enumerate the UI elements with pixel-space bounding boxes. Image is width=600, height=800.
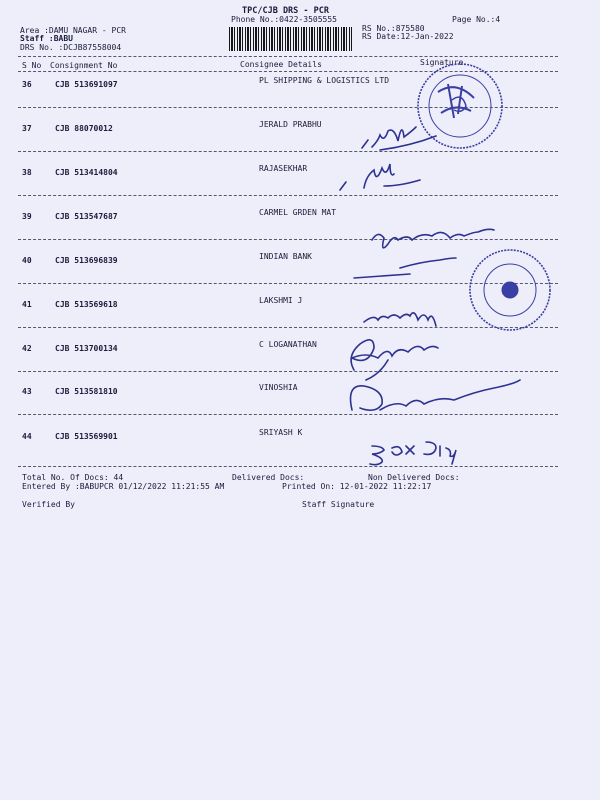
row-consignee: INDIAN BANK	[259, 252, 312, 261]
row-consignee: JERALD PRABHU	[259, 120, 322, 129]
printed-on: Printed On: 12-01-2022 11:22:17	[282, 482, 432, 491]
row-consignee: VINOSHIA	[259, 383, 298, 392]
rs-date: RS Date:12-Jan-2022	[362, 32, 454, 41]
row-consignment: CJB 513547687	[55, 212, 118, 221]
signature-40	[354, 258, 456, 278]
row-sno: 41	[22, 300, 32, 309]
col-consignment: Consignment No	[50, 61, 118, 70]
row-consignment: CJB 88070012	[55, 124, 113, 133]
row-consignment: CJB 513569901	[55, 432, 118, 441]
rs-number: RS No.:875580	[362, 24, 425, 33]
phone-number: Phone No.:0422-3505555	[231, 15, 337, 24]
row-sno: 39	[22, 212, 32, 221]
area-label: Area :DAMU NAGAR - PCR	[20, 26, 126, 35]
bank-stamp	[470, 250, 550, 330]
document-title: TPC/CJB DRS - PCR	[242, 6, 329, 16]
row-consignment: CJB 513569618	[55, 300, 118, 309]
signature-41	[364, 313, 436, 326]
row-sno: 43	[22, 387, 32, 396]
row-consignee: RAJASEKHAR	[259, 164, 308, 173]
row-consignee: C LOGANATHAN	[259, 340, 317, 349]
signature-44	[370, 442, 456, 465]
total-docs: Total No. Of Docs: 44	[22, 473, 124, 482]
row-consignment: CJB 513696839	[55, 256, 118, 265]
non-delivered-docs: Non Delivered Docs:	[368, 473, 460, 482]
row-sno: 38	[22, 168, 32, 177]
entered-by: Entered By :BABUPCR 01/12/2022 11:21:55 AM	[22, 482, 225, 491]
signature-43	[351, 380, 521, 410]
row-sno: 36	[22, 80, 32, 89]
row-consignee: SRIYASH K	[259, 428, 303, 437]
row-consignee: PL SHIPPING & LOGISTICS LTD	[259, 76, 390, 85]
staff-signature-label: Staff Signature	[302, 500, 375, 509]
staff-label: Staff :BABU	[20, 34, 73, 43]
row-consignment: CJB 513700134	[55, 344, 118, 353]
row-consignee: CARMEL GRDEN MAT	[259, 208, 337, 217]
row-sno: 42	[22, 344, 32, 353]
row-sno: 37	[22, 124, 32, 133]
verified-by: Verified By	[22, 500, 75, 509]
col-signature: Signature	[420, 58, 464, 67]
row-consignment: CJB 513581810	[55, 387, 118, 396]
company-stamp	[418, 64, 502, 148]
col-consignee: Consignee Details	[240, 60, 322, 69]
delivered-docs: Delivered Docs:	[232, 473, 305, 482]
signature-39	[372, 229, 494, 248]
row-consignment: CJB 513691097	[55, 80, 118, 89]
row-consignee: LAKSHMI J	[259, 296, 303, 305]
col-sno: S No	[22, 61, 42, 70]
signature-38	[340, 164, 420, 190]
drs-number: DRS No. :DCJB87558004	[20, 43, 122, 52]
row-sno: 40	[22, 256, 32, 265]
row-consignment: CJB 513414804	[55, 168, 118, 177]
signature-42	[351, 340, 438, 380]
page-number: Page No.:4	[452, 15, 501, 24]
row-sno: 44	[22, 432, 32, 441]
